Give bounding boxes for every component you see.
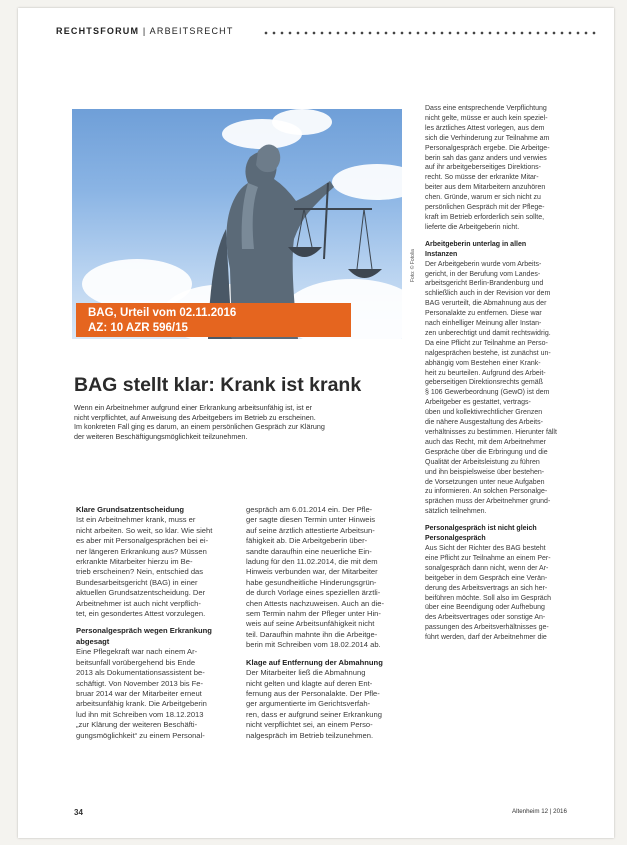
page-number: 34 (74, 808, 83, 817)
text-line: beitgeber in dem Gespräch eine Verän- (425, 574, 548, 582)
text-line: des Arbeitsvertrages oder sonstige An- (425, 614, 546, 622)
text-line: chen Attests nachzuweisen. Auch an die- (246, 598, 385, 608)
text-line: nicht gelte, müsse er auch kein speziel- (425, 114, 548, 122)
text-line: ger sagte diesen Termin unter Hinweis (246, 515, 376, 525)
text-line: BAG verurteilt, die Abmahnung aus der (425, 300, 547, 308)
text-line: auf ihr arbeitgeberseitiges Direktions- (425, 164, 541, 172)
text-line: Personalgespräch ergebe. Die Arbeitge- (425, 144, 550, 152)
text-line: ladung für den 11.02.2014, die mit dem (246, 557, 378, 567)
paragraph-gap (425, 233, 591, 240)
text-line: nicht verpflichtet sei, an einem Perso- (246, 720, 373, 730)
text-column-2 (246, 505, 404, 741)
text-line: Der Arbeitgeberin wurde vom Arbeits- (425, 260, 542, 268)
text-line: heit zu beurteilen. Aufgrund des Arbeit- (425, 369, 546, 377)
text-line: führt werden, darf der Arbeitnehmer die (425, 634, 547, 642)
text-line: § 106 Gewerbeordnung (GewO) ist dem (425, 389, 550, 397)
text-line: gungsmöglichkeit“ zu einem Personal- (76, 730, 205, 740)
text-line: abhängig vom Bestehen einer Krank- (425, 359, 541, 367)
text-line: nalgesprächen bestehe, ist zunächst un- (425, 349, 551, 357)
text-line: beiführen möchte. Soll also im Gespräch (425, 594, 552, 602)
text-line: Personalakte zu entfernen. Diese war (425, 310, 542, 318)
text-line: zu informieren. An solchen Personalge- (425, 488, 548, 496)
text-line: schließlich auch in der Revision vor dem (425, 290, 551, 298)
text-line: Arbeitnehmer ist auch nicht verpflich- (76, 598, 201, 608)
text-line: sem Termin nahm der Pfleger unter Hin- (246, 609, 381, 619)
text-line: über eine Beendigung oder Aufhebung (425, 604, 545, 612)
text-line: üben und kollektivrechtlicher Grenzen (425, 409, 543, 417)
text-line: Gespräche über die Erbringung und die (425, 448, 548, 456)
lead-line: der weiteren Beschäftigungsmöglichkeit teilzunehmen. (74, 431, 248, 441)
text-line: sandte daraufhin eine neuerliche Ein- (246, 546, 372, 556)
text-column-1 (76, 505, 234, 741)
text-line: sonalgespräch dann nicht, wenn der Ar- (425, 564, 549, 572)
subheading: Klage auf Entfernung der Abmahnung (246, 657, 383, 667)
text-line: weis auf seine Arbeitsunfähigkeit nicht (246, 619, 375, 629)
subheading: Arbeitgeberin unterlag in allen (425, 240, 527, 248)
text-line: Qualität der Arbeitsleistung zu führen (425, 458, 540, 466)
subheading: abgesagt (76, 636, 110, 646)
text-line: gespräch am 6.01.2014 ein. Der Pfle- (246, 505, 373, 514)
text-line: Dass eine entsprechende Verpflichtung (425, 105, 547, 112)
article-lead (74, 403, 408, 441)
text-line: nicht arbeiten. So weit, so klar. Wie sieht (76, 525, 213, 535)
text-line: Ist ein Arbeitnehmer krank, muss er (76, 515, 196, 525)
header-dotted-rule (262, 30, 597, 36)
text-line: Bundesarbeitsgericht (BAG) in einer (76, 577, 198, 587)
text-line: schäftigt. Von November 2013 bis Fe- (76, 678, 204, 688)
text-line: geberseitigen Direktionsrechts gemäß (425, 379, 543, 387)
text-line: lieferte die Arbeitgeberin nicht. (425, 223, 520, 231)
text-line: nalgespräch im Betrieb teilzunehmen. (246, 730, 374, 740)
text-line: Arbeitgeber es gestattet, vertrags- (425, 399, 531, 407)
paragraph-gap (425, 517, 591, 524)
text-line: fähigkeit ab. Die Arbeitgeberin über- (246, 536, 368, 546)
article-title: BAG stellt klar: Krank ist krank (74, 374, 362, 396)
lead-line: Wenn ein Arbeitnehmer aufgrund einer Erkrankung arbeitsunfähig ist, ist er (74, 403, 312, 412)
section-separator: | (142, 26, 147, 36)
paragraph-gap (76, 619, 234, 626)
subheading: Personalgespräch wegen Erkrankung (76, 626, 212, 636)
text-line: arbeitsgericht Berlin-Brandenburg und (425, 280, 544, 288)
text-line: derung des Arbeitsvertrags an sich her- (425, 584, 548, 592)
ruling-date: BAG, Urteil vom 02.11.2016 (88, 307, 237, 319)
text-line: teil. Daraufhin mahnte ihn die Arbeitge- (246, 629, 378, 639)
ruling-case-number: AZ: 10 AZR 596/15 (88, 322, 188, 334)
text-line: passungen des Arbeitsverhältnisses ge- (425, 624, 549, 632)
text-line: fernung aus der Personalakte. Der Pfle- (246, 688, 380, 698)
text-line: les ärztliches Attest vorlegen, aus dem (425, 124, 545, 132)
text-line: berin sah das ganz anders und verwies (425, 154, 547, 162)
text-line: sprächen muss der Arbeitnehmer grund- (425, 498, 551, 506)
magazine-issue: Altenheim 12 | 2016 (512, 808, 567, 815)
section-name: RECHTSFORUM (56, 26, 140, 36)
text-line: beitsunfall vorübergehend bis Ende (76, 657, 196, 667)
text-line: auf seine ärztlich attestierte Arbeitsun- (246, 525, 375, 535)
text-line: persönlichen Gespräch mit der Pflege- (425, 204, 545, 212)
text-line: tet, ein gesondertes Attest vorzulegen. (76, 609, 206, 619)
section-header (56, 26, 234, 36)
text-line: ren, dass er aufgrund seiner Erkrankung (246, 709, 382, 719)
text-line: kraft im Betrieb erforderlich sein sollte, (425, 213, 545, 221)
text-line: sich die Verhinderung zur Teilnahme am (425, 134, 550, 142)
text-line: ner längeren Erkrankung aus? Müssen (76, 546, 207, 556)
text-line: de Vorsetzungen unter neue Aufgaben (425, 478, 545, 486)
text-line: eine Pflicht zur Teilnahme an einem Per- (425, 554, 551, 562)
text-line: berin mit Schreiben vom 18.02.2014 ab. (246, 640, 381, 650)
text-line: es aber mit Personalgesprächen bei ei- (76, 536, 209, 546)
text-line: verhältnisses zu bestimmen. Hierunter fällt (425, 429, 557, 436)
subheading: Personalgespräch ist nicht gleich (425, 525, 537, 533)
lead-line: Im konkreten Fall ging es darum, an einem persönlichen Gespräch zur Klärung (74, 422, 325, 432)
text-line: Eine Pflegekraft war nach einem Ar- (76, 647, 198, 657)
lead-line: nicht verpflichtet, auf Anweisung des Arbeitgebers im Betrieb zu erscheinen. (74, 412, 316, 422)
text-line: lud ihn mit Schreiben vom 18.12.2013 (76, 709, 204, 719)
text-line: die nähere Ausgestaltung des Arbeits- (425, 419, 543, 427)
text-line: habe gesundheitliche Hinderungsgrün- (246, 577, 377, 587)
text-line: bruar 2014 war der Mitarbeiter erneut (76, 688, 202, 698)
text-line: 2013 als Dokumentationsassistent be- (76, 668, 205, 678)
text-line: Aus Sicht der Richter des BAG besteht (425, 544, 546, 552)
text-line: recht. So müsse der erkrankte Mitar- (425, 174, 539, 182)
text-line: chen. Gründe, warum er sich nicht zu (425, 194, 541, 202)
text-line: beiter aus dem Mitarbeitern anzuhören (425, 184, 546, 192)
text-line: erkrankte Mitarbeiter hierzu im Be- (76, 557, 193, 567)
text-line: auch das Recht, mit dem Arbeitnehmer (425, 438, 547, 446)
ruling-badge (76, 303, 351, 337)
text-line: Da eine Pflicht zur Teilnahme an Perso- (425, 339, 548, 347)
text-line: nicht gelten und klagte auf deren Ent- (246, 678, 373, 688)
text-line: sätzlich teilnehmen. (425, 508, 487, 516)
text-line: Der Mitarbeiter ließ die Abmahnung (246, 668, 366, 678)
text-line: nach einhelliger Meinung aller Instan- (425, 320, 542, 328)
photo-credit: Foto: © Fotolia (410, 249, 416, 282)
text-line: gericht, in der Berufung vom Landes- (425, 270, 541, 278)
subheading: Instanzen (425, 250, 458, 258)
text-line: zen unberechtigt und damit rechtswidrig. (425, 329, 551, 337)
subsection-name: ARBEITSRECHT (149, 26, 234, 36)
text-line: aktuellen Grundsatzentscheidung. Der (76, 588, 206, 598)
text-line: arbeitsunfähig krank. Die Arbeitgeberin (76, 699, 207, 709)
text-line: „zur Klärung der weiteren Beschäfti- (76, 720, 198, 730)
subheading: Personalgespräch (425, 535, 486, 543)
text-column-3 (425, 104, 591, 643)
subheading: Klare Grundsatzentscheidung (76, 505, 185, 514)
text-line: ger argumentierte im Gerichtsverfah- (246, 699, 371, 709)
paragraph-gap (246, 651, 404, 658)
text-line: de durch Vorlage eines speziellen ärztli- (246, 588, 381, 598)
text-line: trieb erscheinen? Nein, entschied das (76, 567, 204, 577)
text-line: und ihn beispielsweise über bestehen- (425, 468, 545, 476)
text-line: Hinweis verbunden war, der Mitarbeiter (246, 567, 378, 577)
